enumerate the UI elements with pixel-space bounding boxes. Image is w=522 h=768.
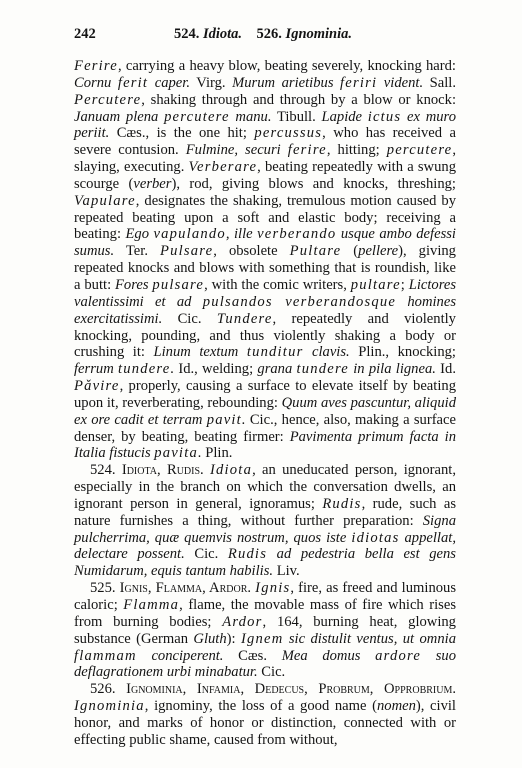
page-number: 242 bbox=[74, 26, 96, 42]
running-head-num1: 524. bbox=[173, 26, 200, 42]
running-head-word2: Ignominia. bbox=[285, 26, 353, 42]
entry-525-ignis: 525. Ignis, Flamma, Ardor. Ignis, fire, as freed and luminous caloric; Flamma, flame, the movable mass of fire which rises from burning bodies; Ardor, 164, burning heat, glowing substance (German Gluth): Ignem sic distulit ventus, ut omnia flammam conciperent. Cæs. Mea domus ardore suo deflagrationem urbi minabatur. Cic. bbox=[74, 580, 457, 681]
running-head bbox=[74, 26, 452, 43]
page-header bbox=[74, 26, 452, 46]
entry-526-ignominia: 526. Ignominia, Infamia, Dedecus, Probrum, Opprobrium. Ignominia, ignominy, the loss of a good name (nomen), civil honor, and marks of honor or distinction, connected with or effecting public shame, caused from without, bbox=[74, 681, 457, 748]
entry-524-idiota: 524. Idiota, Rudis. Idiota, an uneducated person, ignorant, especially in the branch on which the conversation dwells, an ignorant person in general, ignoramus; Rudis, rude, such as nature furnishes a thing, without further preparation: Signa pulcherrima, quæ quemvis nostrum, quos iste idiotas appellat, delectare possent. Cic. Rudis ad pedestria bella est gens Numidarum, equis tantum habilis. Liv. bbox=[74, 462, 456, 580]
body-text bbox=[74, 58, 456, 749]
running-head-word1: Idiota. bbox=[202, 26, 243, 42]
running-head-num2: 526. bbox=[256, 26, 282, 42]
paragraph-ferire: Ferire, carrying a heavy blow, beating severely, knocking hard: Cornu ferit caper. Virg. Murum arietibus feriri vident. Sall. Percutere, shaking through and through by a blow or knock: Januam plena percutere manu. Tibull. Lapide ictus ex muro periit. Cæs., is the one hit; percussus, who has received a severe contusion. Fulmine, securi ferire, hitting; percutere, slaying, executing. Verberare, beating repeatedly with a swung scourge (verber), rod, giving blows and knocks, threshing; Vapulare, designates the shaking, tremulous motion caused by repeated beating upon a soft and elastic body; receiving a beating: Ego vapulando, ille verberando usque ambo defessi sumus. Ter. Pulsare, obsolete Pultare (pellere), giving repeated knocks and blows with something that is roundish, like a butt: Fores pulsare, with the comic writers, pultare; Lictores valentissimi et ad pulsandos verberandosque homines exercitatissimi. Cic. Tundere, repeatedly and violently knocking, pounding, and thus violently shaking a body or crushing it: Linum textum tunditur clavis. Plin., knocking; ferrum tundere. Id., welding; grana tundere in pila lignea. Id. Pǎvire, properly, causing a surface to elevate itself by beating upon it, reverberating, rebounding: Quum aves pascuntur, aliquid ex ore cadit et terram pavit. Cic., hence, also, making a surface denser, by beating, beating firmer: Pavimenta primum facta in Italia fistucis pavita. Plin. bbox=[74, 58, 457, 462]
